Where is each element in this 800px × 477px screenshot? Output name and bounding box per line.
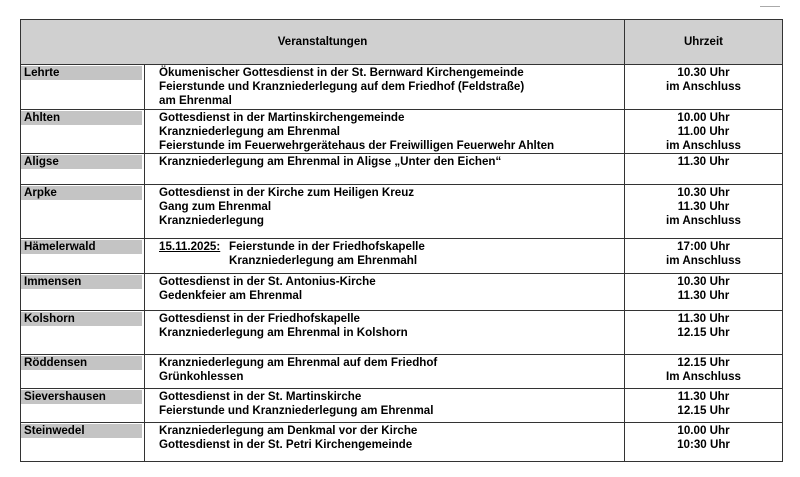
time-line: im Anschluss bbox=[666, 80, 741, 94]
place-name: Aligse bbox=[21, 155, 142, 169]
time-line: im Anschluss bbox=[666, 253, 741, 267]
table-body bbox=[21, 65, 783, 462]
time-line: 11.30 Uhr bbox=[677, 390, 730, 404]
time-line: Im Anschluss bbox=[666, 370, 741, 384]
events-cell bbox=[145, 389, 625, 423]
table-row bbox=[21, 423, 783, 462]
table-row bbox=[21, 389, 783, 423]
time-line: 10.00 Uhr bbox=[677, 424, 730, 438]
time-cell bbox=[625, 389, 783, 423]
place-cell bbox=[21, 65, 145, 110]
table-row bbox=[21, 184, 783, 238]
event-line: Gottesdienst in der St. Antonius-Kirche bbox=[159, 274, 376, 288]
event-line: Kranzniederlegung am Ehrenmahl bbox=[229, 253, 418, 267]
event-line: Feierstunde im Feuerwehrgerätehaus der Freiwilligen Feuerwehr Ahlten bbox=[159, 139, 555, 153]
events-table bbox=[20, 19, 783, 462]
time-line: 10.30 Uhr bbox=[677, 66, 730, 79]
time-line: 12.15 Uhr bbox=[677, 356, 730, 370]
event-line: Kranzniederlegung am Ehrenmal bbox=[159, 124, 341, 138]
time-cell bbox=[625, 238, 783, 273]
time-line: 10.30 Uhr bbox=[677, 185, 730, 199]
time-line: im Anschluss bbox=[666, 214, 741, 228]
time-cell bbox=[625, 273, 783, 310]
event-line: Kranzniederlegung am Ehrenmal in Kolshorn bbox=[159, 325, 408, 339]
events-cell bbox=[145, 109, 625, 154]
event-line: am Ehrenmal bbox=[159, 94, 232, 108]
event-text: Feierstunde in der Friedhofskapelle bbox=[229, 239, 425, 253]
place-cell bbox=[21, 273, 145, 310]
place-name: Röddensen bbox=[21, 356, 142, 370]
place-cell bbox=[21, 154, 145, 184]
event-line: Grünkohlessen bbox=[159, 370, 244, 384]
header-events: Veranstaltungen bbox=[21, 20, 625, 65]
table-row bbox=[21, 109, 783, 154]
event-line: Kranzniederlegung am Denkmal vor der Kirche bbox=[159, 424, 418, 438]
time-line: 11.30 Uhr bbox=[677, 311, 730, 325]
time-line: 11.30 Uhr bbox=[677, 288, 730, 302]
event-line: Kranzniederlegung am Ehrenmal in Aligse „Unter den Eichen“ bbox=[159, 155, 502, 169]
events-cell bbox=[145, 273, 625, 310]
event-line: Feierstunde und Kranzniederlegung auf dem Friedhof (Feldstraße) bbox=[159, 80, 525, 94]
place-name: Immensen bbox=[21, 275, 142, 289]
place-name: Kolshorn bbox=[21, 312, 142, 326]
page-corner-mark bbox=[760, 0, 780, 7]
event-line: Feierstunde und Kranzniederlegung am Ehrenmal bbox=[159, 404, 434, 418]
event-line: Gedenkfeier am Ehrenmal bbox=[159, 288, 303, 302]
time-cell bbox=[625, 355, 783, 389]
place-cell bbox=[21, 109, 145, 154]
time-line bbox=[625, 169, 782, 183]
time-line: 12.15 Uhr bbox=[677, 325, 730, 339]
table-row bbox=[21, 355, 783, 389]
events-cell bbox=[145, 355, 625, 389]
place-name: Steinwedel bbox=[21, 424, 142, 438]
table-row bbox=[21, 310, 783, 355]
event-line: Gottesdienst in der Kirche zum Heiligen Kreuz bbox=[159, 185, 415, 199]
time-line: 11.30 Uhr bbox=[677, 155, 730, 169]
event-date: 15.11.2025: bbox=[159, 239, 221, 253]
place-cell bbox=[21, 184, 145, 238]
time-line: 17:00 Uhr bbox=[677, 239, 730, 253]
time-line: 10.00 Uhr bbox=[677, 110, 730, 124]
time-cell bbox=[625, 184, 783, 238]
events-cell bbox=[145, 423, 625, 462]
place-cell bbox=[21, 389, 145, 423]
place-cell bbox=[21, 423, 145, 462]
events-cell bbox=[145, 238, 625, 273]
place-cell bbox=[21, 355, 145, 389]
event-line bbox=[159, 340, 624, 354]
time-cell bbox=[625, 154, 783, 184]
time-line: 11.00 Uhr bbox=[677, 124, 730, 138]
event-line: Ökumenischer Gottesdienst in der St. Bernward Kirchengemeinde bbox=[159, 66, 524, 79]
table-row bbox=[21, 65, 783, 110]
table-row bbox=[21, 273, 783, 310]
place-cell bbox=[21, 310, 145, 355]
header-time: Uhrzeit bbox=[625, 20, 783, 65]
time-cell bbox=[625, 310, 783, 355]
event-line: Gottesdienst in der St. Petri Kirchengemeinde bbox=[159, 438, 413, 452]
table-row bbox=[21, 238, 783, 273]
time-line bbox=[625, 340, 782, 354]
events-cell bbox=[145, 65, 625, 110]
place-name: Hämelerwald bbox=[21, 240, 142, 254]
time-cell bbox=[625, 423, 783, 462]
event-line: Gottesdienst in der Friedhofskapelle bbox=[159, 311, 360, 325]
event-line: Gang zum Ehrenmal bbox=[159, 199, 272, 213]
place-name: Ahlten bbox=[21, 111, 142, 125]
events-cell bbox=[145, 154, 625, 184]
place-name: Lehrte bbox=[21, 66, 142, 80]
time-cell bbox=[625, 109, 783, 154]
event-line bbox=[159, 240, 624, 254]
event-line: Gottesdienst in der St. Martinskirche bbox=[159, 390, 362, 404]
time-line: 10.30 Uhr bbox=[677, 274, 730, 288]
time-line: 12.15 Uhr bbox=[677, 404, 730, 418]
place-name: Arpke bbox=[21, 186, 142, 200]
time-line bbox=[625, 94, 782, 108]
table-row bbox=[21, 154, 783, 184]
events-cell bbox=[145, 184, 625, 238]
place-name: Sievershausen bbox=[21, 390, 142, 404]
events-cell bbox=[145, 310, 625, 355]
event-line: Kranzniederlegung am Ehrenmal auf dem Friedhof bbox=[159, 356, 438, 370]
table-header-row bbox=[21, 20, 783, 65]
event-line: Gottesdienst in der Martinskirchengemeinde bbox=[159, 110, 405, 124]
event-line bbox=[159, 169, 624, 183]
time-line: 11.30 Uhr bbox=[677, 199, 730, 213]
place-cell bbox=[21, 238, 145, 273]
time-line: im Anschluss bbox=[666, 139, 741, 153]
time-line: 10:30 Uhr bbox=[677, 438, 730, 452]
time-cell bbox=[625, 65, 783, 110]
event-line: Kranzniederlegung bbox=[159, 214, 265, 228]
